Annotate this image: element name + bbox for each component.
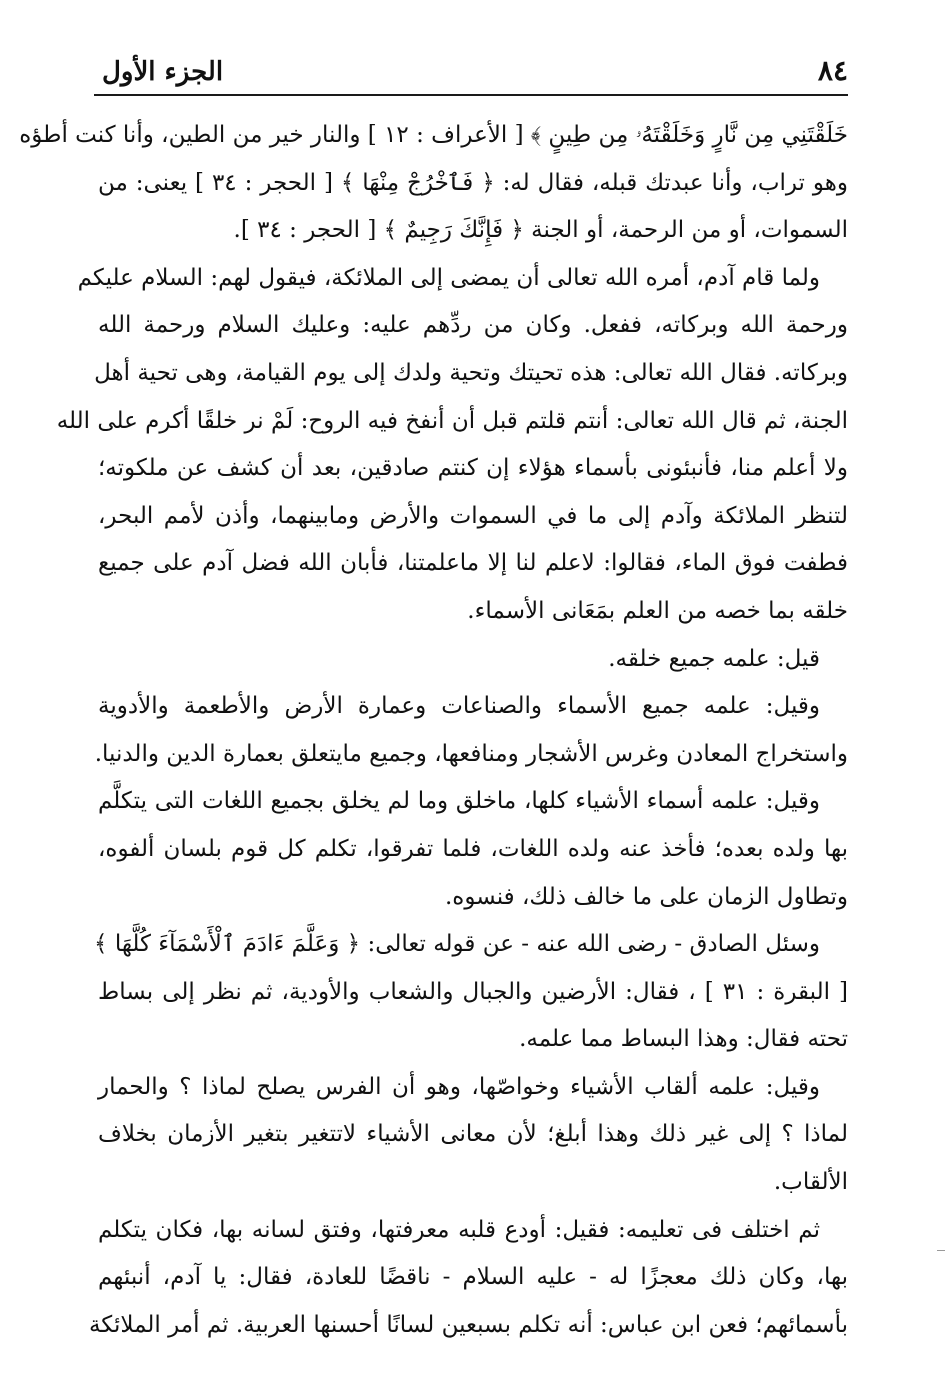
text-line: بها، وكان ذلك معجزًا له - عليه السلام - ناقضًا للعادة، فقال: يا آدم، أنبئهم (98, 1264, 848, 1291)
text-line: ورحمة الله وبركاته، ففعل. وكان من ردِّهم عليه: وعليك السلام ورحمة الله (98, 312, 848, 339)
text-line: الألقاب. (773, 1169, 848, 1196)
text-line: وقيل: علمه ألقاب الأشياء وخواصّها، وهو أن الفرس يصلح لماذا ؟ والحمار (98, 1073, 820, 1100)
margin-mark (937, 1250, 945, 1251)
text-line: الجنة، ثم قال الله تعالى: أنتم قلتم قبل أن أنفخ فيه الروح: لَمْ نر خلقًا أكرم على الله (56, 407, 848, 434)
text-line: ثم اختلف فى تعليمه: فقيل: أودع قلبه معرفتها، وفتق لسانه بها، فكان يتكلم (98, 1216, 820, 1243)
running-head: الجزء الأول (102, 57, 224, 87)
text-line: لماذا ؟ إلى غير ذلك وهذا أبلغ؛ لأن معانى الأشياء لاتتغير بتغير الأزمان بخلاف (98, 1121, 848, 1148)
header-rule (94, 94, 848, 96)
text-line: بها ولده بعده؛ فأخذ عنه ولده اللغات، فلما تفرقوا، تكلم كل قوم بلسان ألفوه، (98, 835, 848, 862)
text-line: واستخراج المعادن وغرس الأشجار ومنافعها، وجميع مايتعلق بعمارة الدين والدنيا. (94, 740, 848, 767)
text-line: خَلَقْتَنِي مِن نَّارٍ وَخَلَقْتَهُۥ مِن طِينٍ ﴾ [ الأعراف : ١٢ ] والنار خير من الطين، وأنا كنت أطؤه (19, 122, 848, 148)
text-line: [ البقرة : ٣١ ] ، فقال: الأرضين والجبال والشعاب والأودية، ثم نظر إلى بساط (98, 978, 848, 1005)
text-line: تحته فقال: وهذا البساط مما علمه. (519, 1026, 848, 1053)
text-line: وقيل: علمه أسماء الأشياء كلها، ماخلق وما لم يخلق بجميع اللغات التى يتكلَّم (98, 788, 820, 815)
text-line: ولما قام آدم، أمره الله تعالى أن يمضى إلى الملائكة، فيقول لهم: السلام عليكم (77, 264, 820, 291)
text-line: بأسمائهم؛ فعن ابن عباس: أنه تكلم بسبعين لسانًا أحسنها العربية. ثم أمر الملائكة (88, 1311, 848, 1338)
text-line: وتطاول الزمان على ما خالف ذلك، فنسوه. (444, 883, 848, 910)
text-line: خلقه بما خصه من العلم بمَعَانى الأسماء. (467, 597, 848, 624)
text-line: لتنظر الملائكة وآدم إلى ما في السموات والأرض ومابينهما، وأذن لأمم البحر، (98, 502, 848, 529)
text-line: ولا أعلم منا، فأنبئونى بأسماء هؤلاء إن كنتم صادقين، بعد أن كشف عن ملكوته؛ (98, 455, 848, 482)
text-line: وهو تراب، وأنا عبدتك قبله، فقال له: ﴿ فَٱخْرُجْ مِنْهَا ﴾ [ الحجر : ٣٤ ] يعنى: من (98, 169, 848, 196)
page-number: ٨٤ (817, 54, 848, 87)
text-line: وسئل الصادق - رضى الله عنه - عن قوله تعالى: ﴿ وَعَلَّمَ ءَادَمَ ٱلْأَسْمَآءَ كُلَّهَا ﴾ (94, 931, 820, 958)
text-line: السموات، أو من الرحمة، أو الجنة ﴿ فَإِنَّكَ رَجِيمٌ ﴾ [ الحجر : ٣٤ ]. (233, 217, 848, 244)
text-line: وقيل: علمه جميع الأسماء والصناعات وعمارة الأرض والأطعمة والأدوية (98, 693, 820, 720)
body-text (19, 112, 848, 1349)
text-line: وبركاته. فقال الله تعالى: هذه تحيتك وتحية ولدك إلى يوم القيامة، وهى تحية أهل (94, 359, 848, 386)
page-header (96, 52, 848, 92)
text-line: فطفت فوق الماء، فقالوا: لاعلم لنا إلا ماعلمتنا، فأبان الله فضل آدم على جميع (98, 550, 848, 577)
text-line: قيل: علمه جميع خلقه. (608, 645, 820, 672)
